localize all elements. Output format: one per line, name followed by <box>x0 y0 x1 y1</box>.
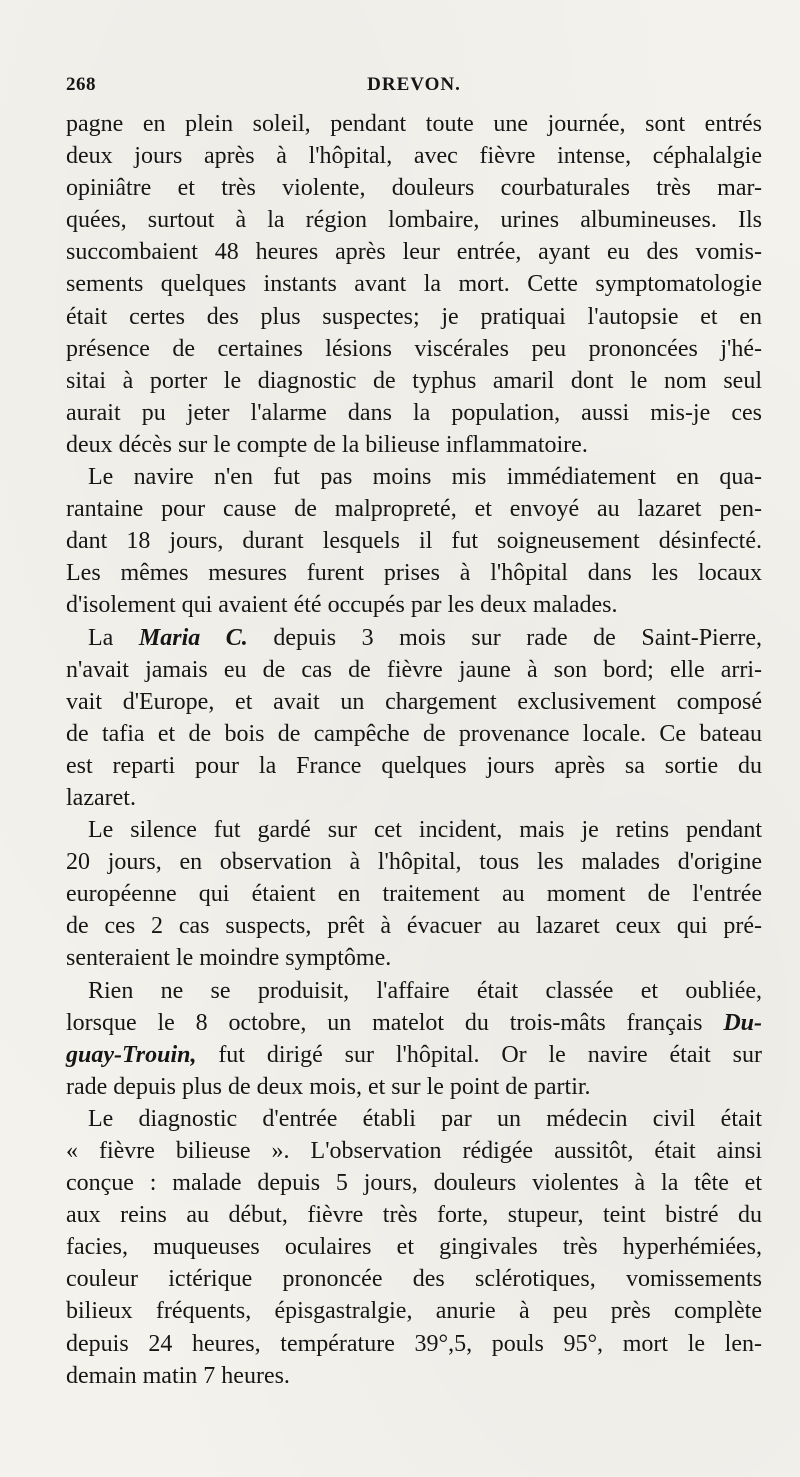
text-line: sements quelques instants avant la mort. Cette symptomatologie <box>66 271 762 298</box>
text-line: Le navire n'en fut pas moins mis immédiatement en qua- <box>88 464 762 491</box>
text-line: pagne en plein soleil, pendant toute une journée, sont entrés <box>66 111 762 137</box>
text-line: dant 18 jours, durant lesquels il fut soigneusement désinfecté. <box>66 528 762 555</box>
body-text <box>66 108 762 1392</box>
text-line: deux décès sur le compte de la bilieuse inflammatoire. <box>66 431 588 458</box>
text-line: vait d'Europe, et avait un chargement exclusivement composé <box>66 688 762 715</box>
text-line: aux reins au début, fièvre très forte, stupeur, teint bistré du <box>66 1202 762 1229</box>
text-line: Le silence fut gardé sur cet incident, mais je retins pendant <box>88 817 762 844</box>
text-line: est reparti pour la France quelques jours après sa sortie du <box>66 752 762 779</box>
text-line: de ces 2 cas suspects, prêt à évacuer au lazaret ceux qui pré- <box>66 913 762 940</box>
ship-name: guay-Trouin, <box>66 1041 197 1068</box>
text-line: n'avait jamais eu de cas de fièvre jaune à son bord; elle arri- <box>66 656 762 683</box>
text-line: couleur ictérique prononcée des sclérotiques, vomissements <box>66 1266 762 1293</box>
text-line: de tafia et de bois de campêche de provenance locale. Ce bateau <box>66 720 762 747</box>
text-line: 20 jours, en observation à l'hôpital, tous les malades d'origine <box>66 849 762 876</box>
text-line <box>66 1007 762 1039</box>
running-head: DREVON. <box>367 74 461 95</box>
text-line: européenne qui étaient en traitement au moment de l'entrée <box>66 881 762 908</box>
text-line: aurait pu jeter l'alarme dans la population, aussi mis-je ces <box>66 399 762 426</box>
text-line: « fièvre bilieuse ». L'observation rédigée aussitôt, était ainsi <box>66 1138 762 1164</box>
text-line: depuis 24 heures, température 39°,5, pouls 95°, mort le len- <box>66 1330 762 1357</box>
text-line: rantaine pour cause de malpropreté, et envoyé au lazaret pen- <box>66 496 762 523</box>
page-number: 268 <box>66 74 96 95</box>
text-line: rade depuis plus de deux mois, et sur le point de partir. <box>66 1073 591 1100</box>
text-line: facies, muqueuses oculaires et gingivales très hyperhémiées, <box>66 1234 762 1261</box>
text-line: senteraient le moindre symptôme. <box>66 945 392 972</box>
page-header <box>66 74 762 100</box>
text-line: demain matin 7 heures. <box>66 1362 290 1389</box>
text-run: La <box>88 624 139 651</box>
text-run: fut dirigé sur l'hôpital. Or le navire était sur <box>196 1041 762 1068</box>
text-run: depuis 3 mois sur rade de Saint-Pierre, <box>247 624 763 651</box>
text-line: opiniâtre et très violente, douleurs courbaturales très mar- <box>66 175 762 202</box>
text-line <box>66 1039 762 1071</box>
text-line: deux jours après à l'hôpital, avec fièvre intense, céphalalgie <box>66 143 762 170</box>
text-line: Rien ne se produisit, l'affaire était classée et oubliée, <box>88 977 762 1004</box>
text-line: présence de certaines lésions viscérales peu prononcées j'hé- <box>66 335 762 362</box>
ship-name: Maria C. <box>138 624 248 651</box>
ship-name: Du- <box>723 1009 762 1036</box>
text-line: sitai à porter le diagnostic de typhus amaril dont le nom seul <box>66 367 762 394</box>
text-line: conçue : malade depuis 5 jours, douleurs violentes à la tête et <box>66 1170 762 1197</box>
text-line: quées, surtout à la région lombaire, urines albumineuses. Ils <box>66 207 762 234</box>
text-line: lazaret. <box>66 784 136 811</box>
text-line: Les mêmes mesures furent prises à l'hôpital dans les locaux <box>66 560 762 587</box>
text-line: bilieux fréquents, épisgastralgie, anurie à peu près complète <box>66 1298 762 1325</box>
text-line <box>66 622 762 654</box>
text-line: Le diagnostic d'entrée établi par un médecin civil était <box>88 1105 762 1132</box>
text-run: lorsque le 8 octobre, un matelot du trois-mâts français <box>66 1009 724 1036</box>
text-line: succombaient 48 heures après leur entrée, ayant eu des vomis- <box>66 239 762 266</box>
text-line: était certes des plus suspectes; je pratiquai l'autopsie et en <box>66 303 762 330</box>
text-line: d'isolement qui avaient été occupés par les deux malades. <box>66 592 618 619</box>
